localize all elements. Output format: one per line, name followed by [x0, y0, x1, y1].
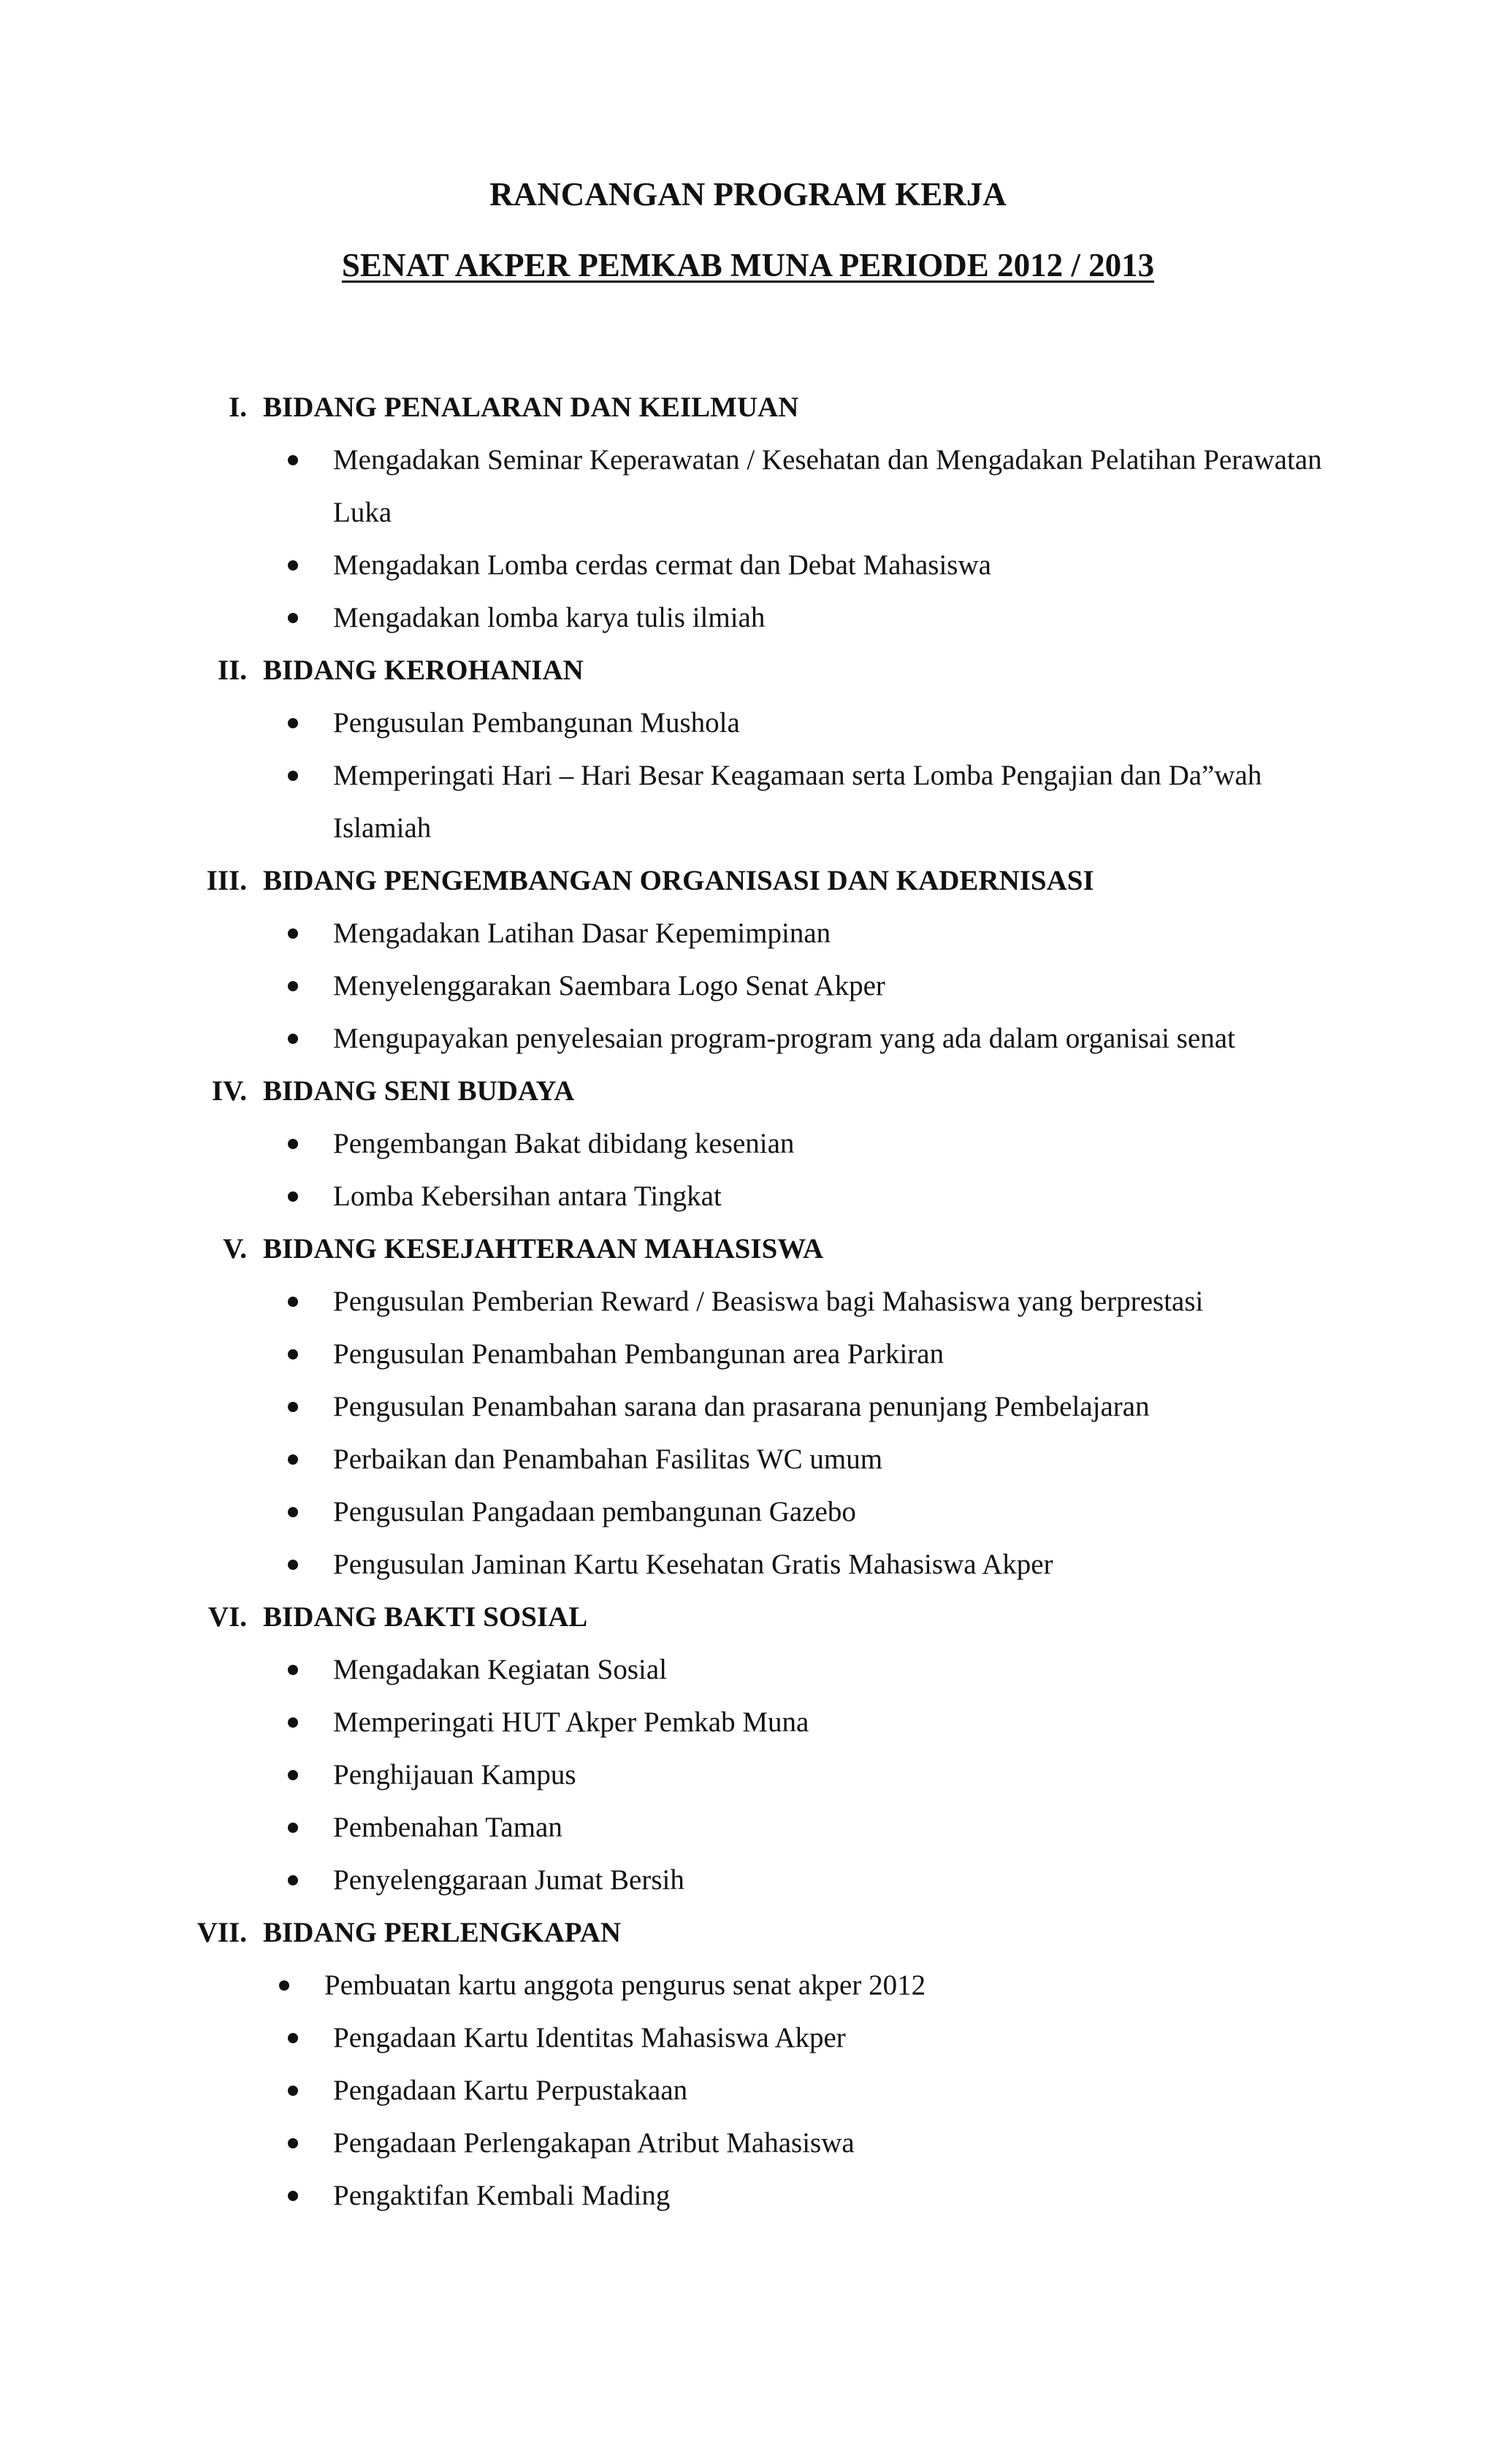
list-item-text: Mengupayakan penyelesaian program-program yang ada dalam organisai senat — [333, 1023, 1235, 1054]
program-sections — [0, 381, 1496, 2222]
list-item — [0, 1538, 1496, 1591]
section-heading-text: BIDANG SENI BUDAYA — [263, 1075, 575, 1107]
list-item-text: Perbaikan dan Penambahan Fasilitas WC umum — [333, 1443, 883, 1475]
bullet-icon — [288, 1349, 298, 1359]
program-section — [0, 1065, 1496, 1223]
section-heading — [0, 1065, 1496, 1118]
bullet-icon — [288, 1139, 298, 1149]
list-item — [0, 2117, 1496, 2170]
list-item-text: Pengadaan Kartu Perpustakaan — [333, 2075, 688, 2106]
list-item — [0, 1959, 1496, 2012]
bullet-icon — [288, 2086, 298, 2096]
bullet-icon — [288, 1665, 298, 1675]
section-heading — [0, 855, 1496, 907]
bullet-icon — [288, 2191, 298, 2201]
section-heading — [0, 1907, 1496, 1959]
list-item — [0, 1118, 1496, 1170]
section-heading — [0, 644, 1496, 697]
list-item — [0, 1328, 1496, 1381]
bullet-icon — [288, 1402, 298, 1412]
bullet-icon — [288, 1875, 298, 1885]
list-item-text: Pengusulan Pemberian Reward / Beasiswa bagi Mahasiswa yang berprestasi — [333, 1286, 1204, 1317]
list-item — [0, 1854, 1496, 1907]
list-item — [0, 1012, 1496, 1065]
list-item — [0, 2064, 1496, 2117]
document-title: RANCANGAN PROGRAM KERJA — [489, 176, 1007, 213]
section-numeral: III. — [206, 865, 247, 896]
section-numeral: I. — [229, 392, 247, 423]
program-section — [0, 644, 1496, 855]
bullet-icon — [288, 718, 298, 728]
bullet-icon — [288, 613, 298, 623]
program-section — [0, 1223, 1496, 1591]
list-item — [0, 1486, 1496, 1538]
bullet-icon — [288, 771, 298, 781]
list-item-text: Mengadakan Latihan Dasar Kepemimpinan — [333, 918, 831, 949]
list-item-text: Pengusulan Jaminan Kartu Kesehatan Gratis Mahasiswa Akper — [333, 1549, 1053, 1580]
list-item — [0, 1696, 1496, 1749]
bullet-icon — [288, 928, 298, 939]
bullet-icon — [288, 1560, 298, 1570]
list-item-text: Mengadakan Kegiatan Sosial — [333, 1654, 668, 1685]
program-section — [0, 1907, 1496, 2222]
bullet-icon — [288, 560, 298, 571]
list-item — [0, 1749, 1496, 1801]
list-item — [0, 907, 1496, 960]
list-item-text: Mengadakan lomba karya tulis ilmiah — [333, 602, 766, 633]
bullet-icon — [288, 455, 298, 465]
list-item — [0, 2012, 1496, 2064]
list-item-text: Pengusulan Penambahan sarana dan prasarana penunjang Pembelajaran — [333, 1391, 1150, 1422]
list-item — [0, 1644, 1496, 1696]
program-section — [0, 1591, 1496, 1907]
section-heading-text: BIDANG BAKTI SOSIAL — [263, 1601, 588, 1633]
list-item — [0, 592, 1496, 644]
list-item — [0, 1801, 1496, 1854]
list-item-text: Memperingati HUT Akper Pemkab Muna — [333, 1706, 809, 1738]
section-heading-text: BIDANG PENALARAN DAN KEILMUAN — [263, 392, 799, 423]
bullet-icon — [288, 1770, 298, 1780]
list-item-text: Pengadaan Perlengakapan Atribut Mahasiswa — [333, 2127, 855, 2159]
section-heading-text: BIDANG KESEJAHTERAAN MAHASISWA — [263, 1233, 824, 1265]
bullet-icon — [288, 1297, 298, 1307]
list-item — [0, 1381, 1496, 1433]
program-section — [0, 855, 1496, 1065]
list-item-text: Pengusulan Pembangunan Mushola — [333, 707, 740, 739]
section-heading — [0, 381, 1496, 434]
document-subtitle: SENAT AKPER PEMKAB MUNA PERIODE 2012 / 2013 — [341, 247, 1155, 283]
list-item-text: Mengadakan Lomba cerdas cermat dan Debat Mahasiswa — [333, 549, 991, 581]
list-item-text: Pengadaan Kartu Identitas Mahasiswa Akper — [333, 2022, 846, 2053]
section-heading-text: BIDANG PENGEMBANGAN ORGANISASI DAN KADERNISASI — [263, 865, 1094, 896]
section-numeral: V. — [223, 1233, 247, 1265]
section-heading-text: BIDANG KEROHANIAN — [263, 655, 584, 686]
list-item-text: Pengembangan Bakat dibidang kesenian — [333, 1128, 795, 1159]
bullet-icon — [288, 2033, 298, 2043]
list-item-text: Pengaktifan Kembali Mading — [333, 2180, 671, 2211]
section-heading-text: BIDANG PERLENGKAPAN — [263, 1917, 622, 1948]
list-item — [0, 960, 1496, 1012]
list-item-text: Menyelenggarakan Saembara Logo Senat Akper — [333, 970, 885, 1002]
list-item-text: Memperingati Hari – Hari Besar Keagamaan serta Lomba Pengajian dan Da”wah Islamiah — [333, 760, 1262, 844]
list-item — [0, 434, 1496, 539]
program-section — [0, 381, 1496, 644]
section-numeral: IV. — [211, 1075, 247, 1107]
section-numeral: II. — [217, 655, 247, 686]
bullet-icon — [288, 981, 298, 991]
list-item-text: Pembenahan Taman — [333, 1812, 562, 1843]
list-item — [0, 539, 1496, 592]
bullet-icon — [288, 1191, 298, 1202]
list-item — [0, 697, 1496, 750]
list-item — [0, 1433, 1496, 1486]
bullet-icon — [288, 1034, 298, 1044]
section-heading — [0, 1591, 1496, 1644]
list-item-text: Pembuatan kartu anggota pengurus senat akper 2012 — [324, 1969, 926, 2001]
list-item — [0, 750, 1496, 855]
bullet-icon — [288, 1454, 298, 1465]
list-item — [0, 2170, 1496, 2222]
section-heading — [0, 1223, 1496, 1275]
bullet-icon — [288, 2138, 298, 2148]
list-item-text: Mengadakan Seminar Keperawatan / Kesehatan dan Mengadakan Pelatihan Perawatan Luka — [333, 444, 1322, 528]
section-numeral: VI. — [207, 1601, 247, 1633]
list-item — [0, 1170, 1496, 1223]
bullet-icon — [288, 1507, 298, 1517]
list-item-text: Lomba Kebersihan antara Tingkat — [333, 1180, 722, 1212]
bullet-icon — [288, 1823, 298, 1833]
list-item-text: Penyelenggaraan Jumat Bersih — [333, 1864, 684, 1896]
list-item — [0, 1275, 1496, 1328]
list-item-text: Pengusulan Pangadaan pembangunan Gazebo — [333, 1496, 856, 1527]
list-item-text: Penghijauan Kampus — [333, 1759, 576, 1790]
list-item-text: Pengusulan Penambahan Pembangunan area Parkiran — [333, 1338, 944, 1370]
bullet-icon — [279, 1980, 289, 1991]
bullet-icon — [288, 1717, 298, 1728]
section-numeral: VII. — [196, 1917, 247, 1948]
